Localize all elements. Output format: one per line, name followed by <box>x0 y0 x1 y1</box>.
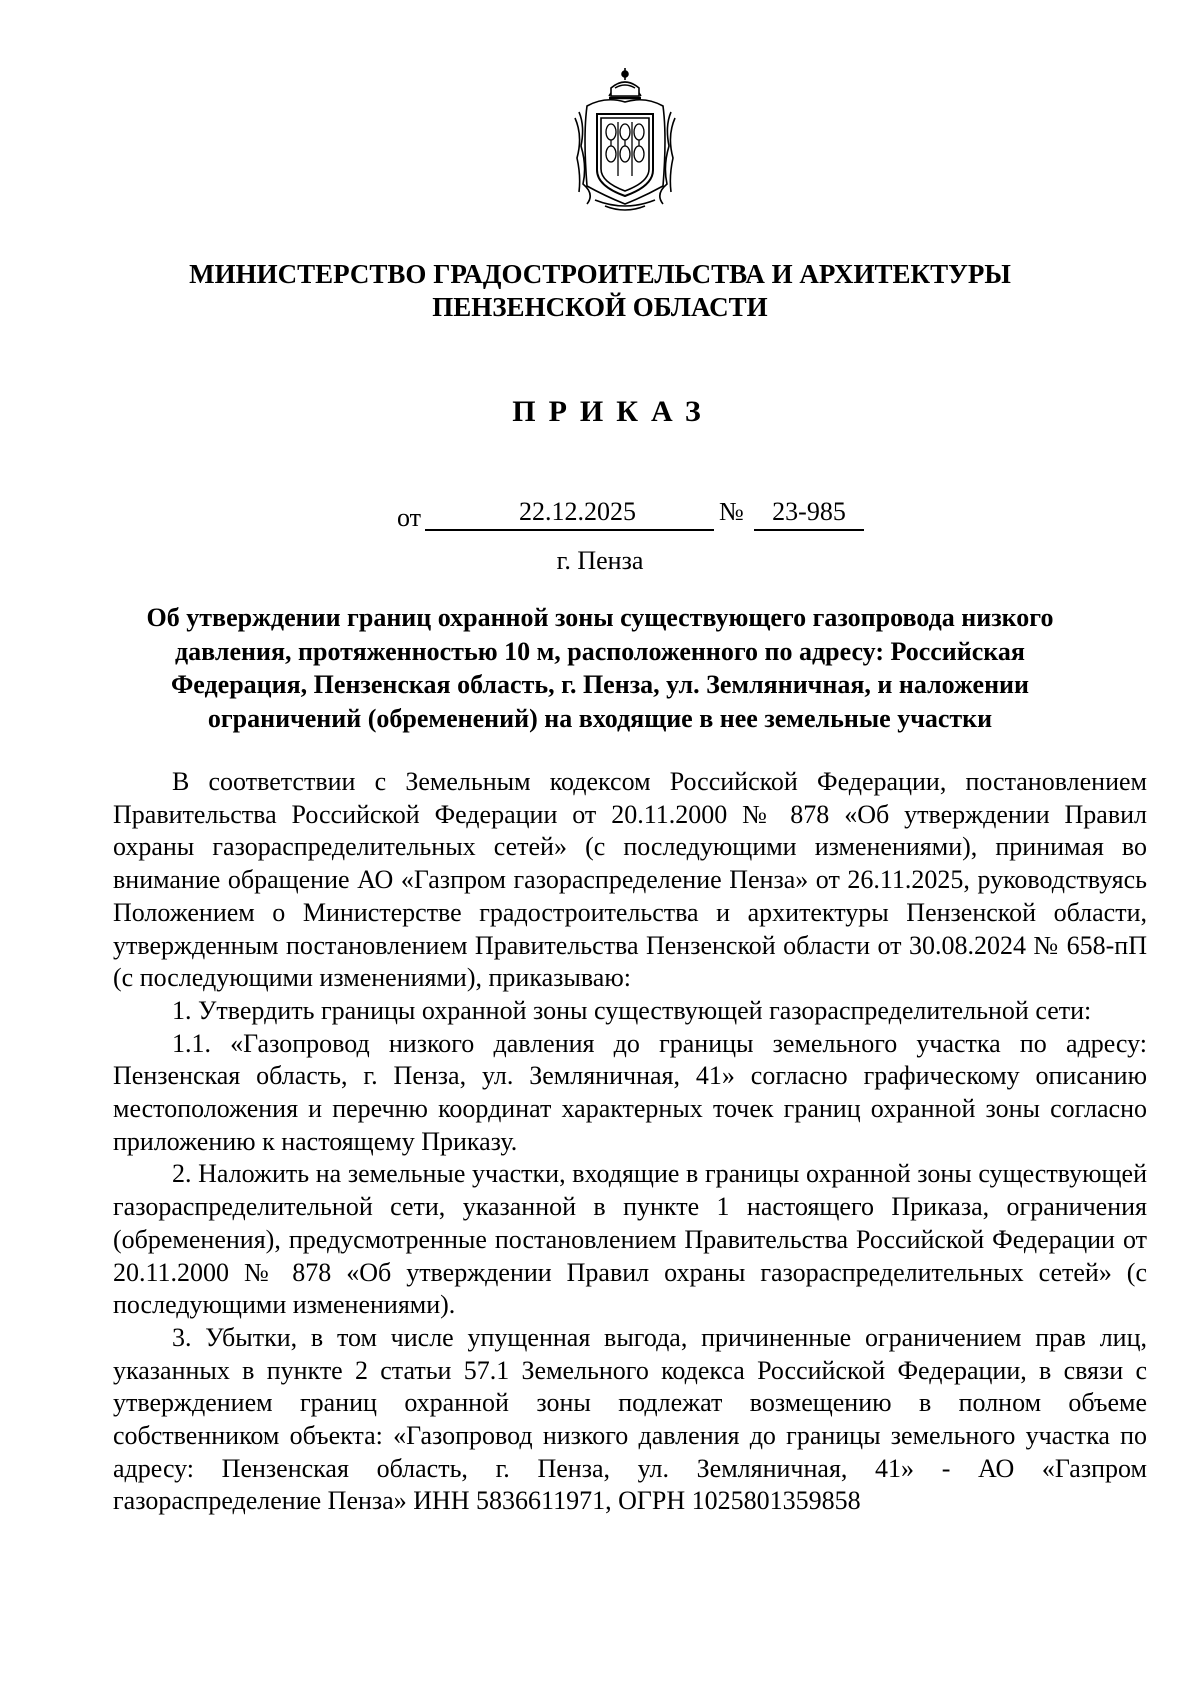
ministry-line-2: ПЕНЗЕНСКОЙ ОБЛАСТИ <box>432 292 768 322</box>
coat-of-arms-icon <box>565 66 685 216</box>
document-date: 22.12.2025 <box>519 497 636 526</box>
item-1-1-paragraph: 1.1. «Газопровод низкого давления до границы земельного участка по адресу: Пензенская область, г. Пенза, ул. Земляничная, 41» согласно графическому описанию местоположения и перечню координат характерных точек границ охранной зоны согласно приложению к настоящему Приказу. <box>113 1028 1147 1156</box>
preamble-paragraph: В соответствии с Земельным кодексом Российской Федерации, постановлением Правительства Российской Федерации от 20.11.2000 № 878 «Об утверждении Правил охраны газораспределительных сетей» (с последующими изменениями), принимая во внимание обращение АО «Газпром газораспределение Пенза» от 26.11.2025, руководствуясь Положением о Министерстве градостроительства и архитектуры Пензенской области, утвержденным постановлением Правительства Пензенской области от 30.08.2024 № 658-пП (с последующими изменениями), приказываю: <box>113 767 1147 993</box>
date-number-line <box>0 495 1200 531</box>
number-prefix: № <box>719 497 744 526</box>
document-number: 23-985 <box>772 497 846 526</box>
item-2-paragraph: 2. Наложить на земельные участки, входящие в границы охранной зоны существующей газораспределительной сети, указанной в пункте 1 настоящего Приказа, ограничения (обременения), предусмотренные постановлением Правительства Российской Федерации от 20.11.2000 № 878 «Об утверждении Правил охраны газораспределительных сетей» (с последующими изменениями). <box>113 1159 1147 1320</box>
item-1-paragraph: 1. Утвердить границы охранной зоны существующей газораспределительной сети: <box>172 995 1092 1025</box>
ministry-name <box>0 258 1200 324</box>
number-field <box>754 495 864 531</box>
date-field <box>425 495 714 531</box>
item-3-paragraph: 3. Убытки, в том числе упущенная выгода, причиненные ограничением прав лиц, указанных в пункте 2 статьи 57.1 Земельного кодекса Российской Федерации, в связи с утверждением границ охранной зоны подлежат возмещению в полном объеме собственником объекта: «Газопровод низкого давления до границы земельного участка по адресу: Пензенская область, г. Пенза, ул. Земляничная, 41» - АО «Газпром газораспределение Пенза» ИНН 5836611971, ОГРН 1025801359858 <box>113 1322 1147 1516</box>
date-prefix: от <box>397 503 422 532</box>
city: г. Пенза <box>556 546 644 575</box>
ministry-line-1: МИНИСТЕРСТВО ГРАДОСТРОИТЕЛЬСТВА И АРХИТЕКТУРЫ <box>189 259 1011 289</box>
document-title <box>0 601 1200 735</box>
title-line-1: Об утверждении границ охранной зоны существующего газопровода низкого <box>146 603 1054 632</box>
document-type: ПРИКАЗ <box>512 395 714 428</box>
title-line-3: Федерация, Пензенская область, г. Пенза, ул. Земляничная, и наложении <box>170 670 1030 699</box>
title-line-4: ограничений (обременений) на входящие в нее земельные участки <box>207 703 993 733</box>
title-line-2: давления, протяженностью 10 м, расположенного по адресу: Российская <box>175 636 1025 666</box>
document-body <box>113 766 1147 1518</box>
